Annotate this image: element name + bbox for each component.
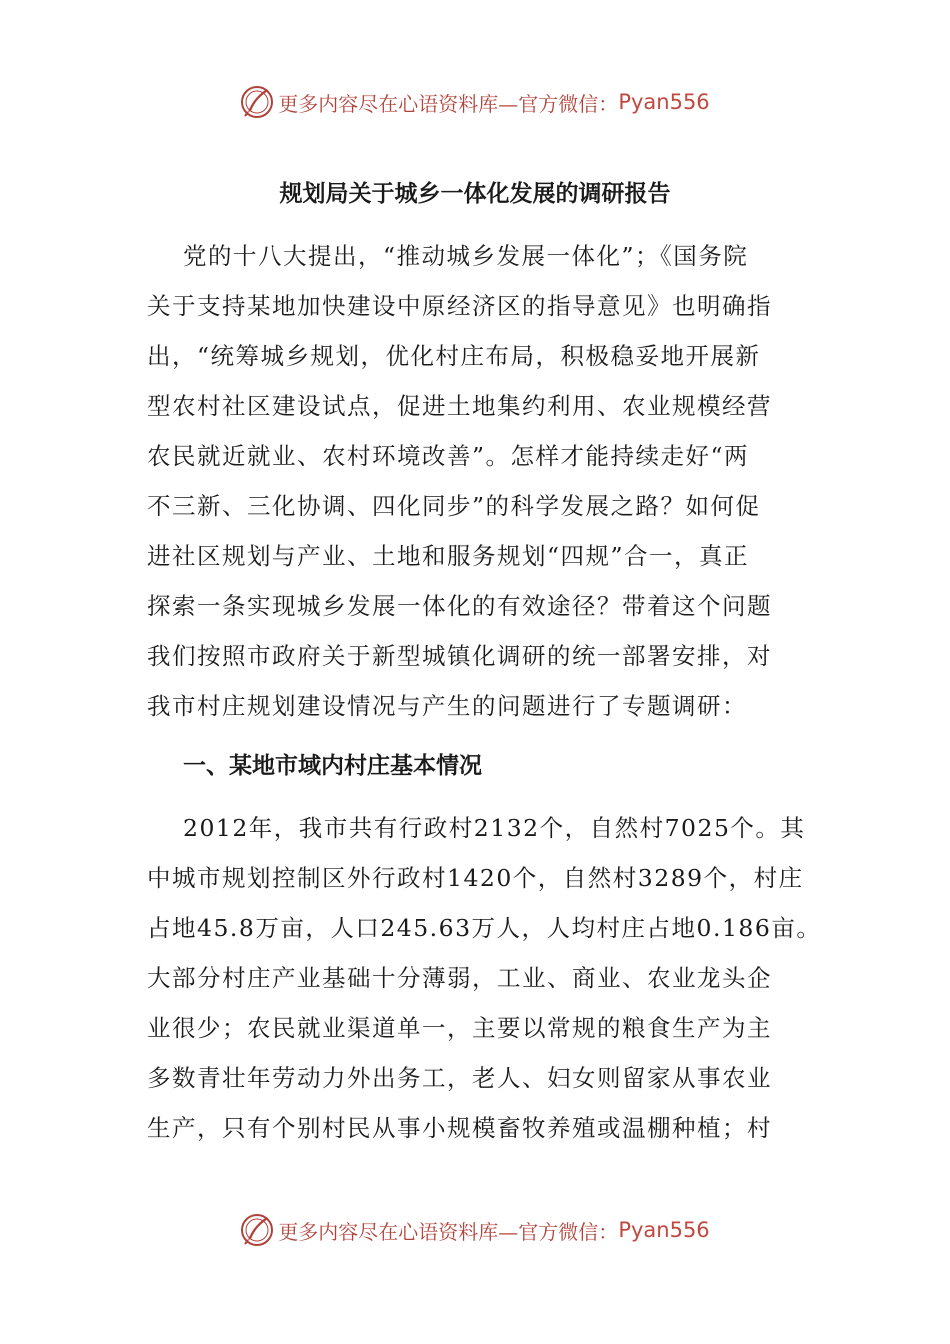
banner-text: 更多内容尽在心语资料库—官方微信： xyxy=(278,1219,619,1244)
text-line: 我们按照市政府关于新型城镇化调研的统一部署安排，对 xyxy=(147,642,772,670)
text-line: 出，“统筹城乡规划，优化村庄布局，积极稳妥地开展新 xyxy=(147,342,761,370)
text-line: 农民就近就业、农村环境改善”。怎样才能持续走好“两 xyxy=(147,442,750,470)
text-line: 进社区规划与产业、土地和服务规划“四规”合一，真正 xyxy=(147,542,750,570)
text-line: 生产，只有个别村民从事小规模畜牧养殖或温棚种植；村 xyxy=(147,1114,772,1142)
intro-paragraph xyxy=(147,231,817,731)
text-line: 不三新、三化协调、四化同步”的科学发展之路？如何促 xyxy=(147,492,761,520)
text-line: 我市村庄规划建设情况与产生的问题进行了专题调研： xyxy=(147,692,747,720)
quill-pen-logo-icon xyxy=(240,1213,274,1247)
text-line: 探索一条实现城乡发展一体化的有效途径？带着这个问题 xyxy=(147,592,772,620)
section-1-heading: 一、某地市域内村庄基本情况 xyxy=(183,752,482,779)
banner-text: 更多内容尽在心语资料库—官方微信： xyxy=(278,91,619,116)
text-line: 2012年，我市共有行政村2132个，自然村7025个。其 xyxy=(183,814,806,842)
text-line: 多数青壮年劳动力外出务工，老人、妇女则留家从事农业 xyxy=(147,1064,772,1092)
text-line: 党的十八大提出，“推动城乡发展一体化”；《国务院 xyxy=(183,242,749,270)
document-title: 规划局关于城乡一体化发展的调研报告 xyxy=(279,180,671,207)
text-line: 型农村社区建设试点，促进土地集约利用、农业规模经营 xyxy=(147,392,772,420)
header-banner xyxy=(0,82,950,122)
banner-wechat-id: Pyan556 xyxy=(618,1218,710,1242)
text-line: 业很少；农民就业渠道单一，主要以常规的粮食生产为主 xyxy=(147,1014,772,1042)
footer-banner xyxy=(0,1210,950,1250)
section-1-paragraph xyxy=(147,803,822,1153)
banner-wechat-id: Pyan556 xyxy=(618,90,710,114)
quill-pen-logo-icon xyxy=(240,85,274,119)
text-line: 中城市规划控制区外行政村1420个，自然村3289个，村庄 xyxy=(147,864,804,892)
text-line: 大部分村庄产业基础十分薄弱，工业、商业、农业龙头企 xyxy=(147,964,772,992)
text-line: 关于支持某地加快建设中原经济区的指导意见》也明确指 xyxy=(147,292,772,320)
text-line: 占地45.8万亩，人口245.63万人，人均村庄占地0.186亩。 xyxy=(147,914,822,942)
